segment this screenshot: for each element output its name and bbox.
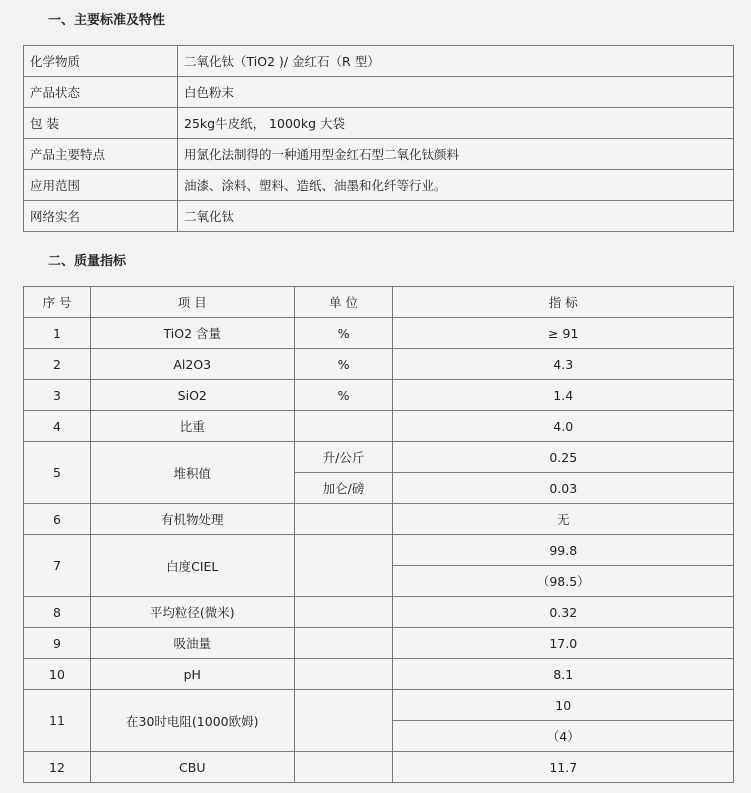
table-row (24, 139, 734, 170)
row-unit: 升/公斤 (294, 442, 393, 473)
row-no: 4 (24, 411, 91, 442)
table-row (24, 46, 734, 77)
row-value: ≥ 91 (393, 318, 734, 349)
row-unit (294, 690, 393, 752)
row-no: 10 (24, 659, 91, 690)
row-item: 平均粒径(微米) (90, 597, 294, 628)
row-item: 堆积值 (90, 442, 294, 504)
property-value: 油漆、涂料、塑料、造纸、油墨和化纤等行业。 (178, 170, 734, 201)
row-value: 17.0 (393, 628, 734, 659)
row-no: 9 (24, 628, 91, 659)
row-unit (294, 597, 393, 628)
table-row (24, 170, 734, 201)
row-item: Al2O3 (90, 349, 294, 380)
row-item: TiO2 含量 (90, 318, 294, 349)
header-value: 指 标 (393, 287, 734, 318)
row-item: 比重 (90, 411, 294, 442)
table-row (24, 201, 734, 232)
row-no: 7 (24, 535, 91, 597)
row-unit (294, 411, 393, 442)
row-unit (294, 628, 393, 659)
row-value: （4） (393, 721, 734, 752)
section1-heading: 一、主要标准及特性 (48, 13, 166, 28)
row-no: 12 (24, 752, 91, 783)
table-row (24, 108, 734, 139)
row-value: 8.1 (393, 659, 734, 690)
row-value: 11.7 (393, 752, 734, 783)
row-unit: % (294, 318, 393, 349)
row-no: 8 (24, 597, 91, 628)
property-key: 化学物质 (24, 46, 178, 77)
row-value: 10 (393, 690, 734, 721)
property-key: 包 装 (24, 108, 178, 139)
table-row (24, 349, 734, 380)
properties-table (23, 45, 734, 232)
property-value: 二氧化钛 (178, 201, 734, 232)
row-value: 0.03 (393, 473, 734, 504)
row-no: 2 (24, 349, 91, 380)
header-no: 序 号 (24, 287, 91, 318)
row-no: 3 (24, 380, 91, 411)
row-no: 1 (24, 318, 91, 349)
row-unit (294, 535, 393, 597)
row-item: CBU (90, 752, 294, 783)
row-unit (294, 752, 393, 783)
property-value: 白色粉末 (178, 77, 734, 108)
row-value: 99.8 (393, 535, 734, 566)
row-no: 5 (24, 442, 91, 504)
row-unit (294, 504, 393, 535)
property-key: 网络实名 (24, 201, 178, 232)
row-no: 11 (24, 690, 91, 752)
row-value: 0.25 (393, 442, 734, 473)
row-unit: 加仑/磅 (294, 473, 393, 504)
row-value: 1.4 (393, 380, 734, 411)
table-row (24, 597, 734, 628)
row-item: 白度CIEL (90, 535, 294, 597)
header-unit: 单 位 (294, 287, 393, 318)
table-row (24, 411, 734, 442)
row-value: 无 (393, 504, 734, 535)
row-value: 4.3 (393, 349, 734, 380)
row-value: （98.5） (393, 566, 734, 597)
header-item: 项 目 (90, 287, 294, 318)
row-item: pH (90, 659, 294, 690)
table-row (24, 690, 734, 721)
row-item: 有机物处理 (90, 504, 294, 535)
table-row (24, 318, 734, 349)
table-row (24, 380, 734, 411)
table-row (24, 442, 734, 473)
row-item: 吸油量 (90, 628, 294, 659)
property-key: 产品状态 (24, 77, 178, 108)
property-value: 用氯化法制得的一种通用型金红石型二氧化钛颜料 (178, 139, 734, 170)
row-unit (294, 659, 393, 690)
row-unit: % (294, 380, 393, 411)
row-item: SiO2 (90, 380, 294, 411)
table-header-row (24, 287, 734, 318)
table-row (24, 77, 734, 108)
section2-heading: 二、质量指标 (48, 254, 127, 269)
table-row (24, 535, 734, 566)
table-row (24, 504, 734, 535)
table-row (24, 752, 734, 783)
row-value: 0.32 (393, 597, 734, 628)
row-value: 4.0 (393, 411, 734, 442)
row-item: 在30时电阻(1000欧姆) (90, 690, 294, 752)
table-row (24, 659, 734, 690)
table-row (24, 628, 734, 659)
property-key: 应用范围 (24, 170, 178, 201)
row-no: 6 (24, 504, 91, 535)
property-value: 25kg牛皮纸， 1000kg 大袋 (178, 108, 734, 139)
property-value: 二氧化钛（TiO2 )/ 金红石（R 型） (178, 46, 734, 77)
quality-table (23, 286, 734, 783)
row-unit: % (294, 349, 393, 380)
property-key: 产品主要特点 (24, 139, 178, 170)
